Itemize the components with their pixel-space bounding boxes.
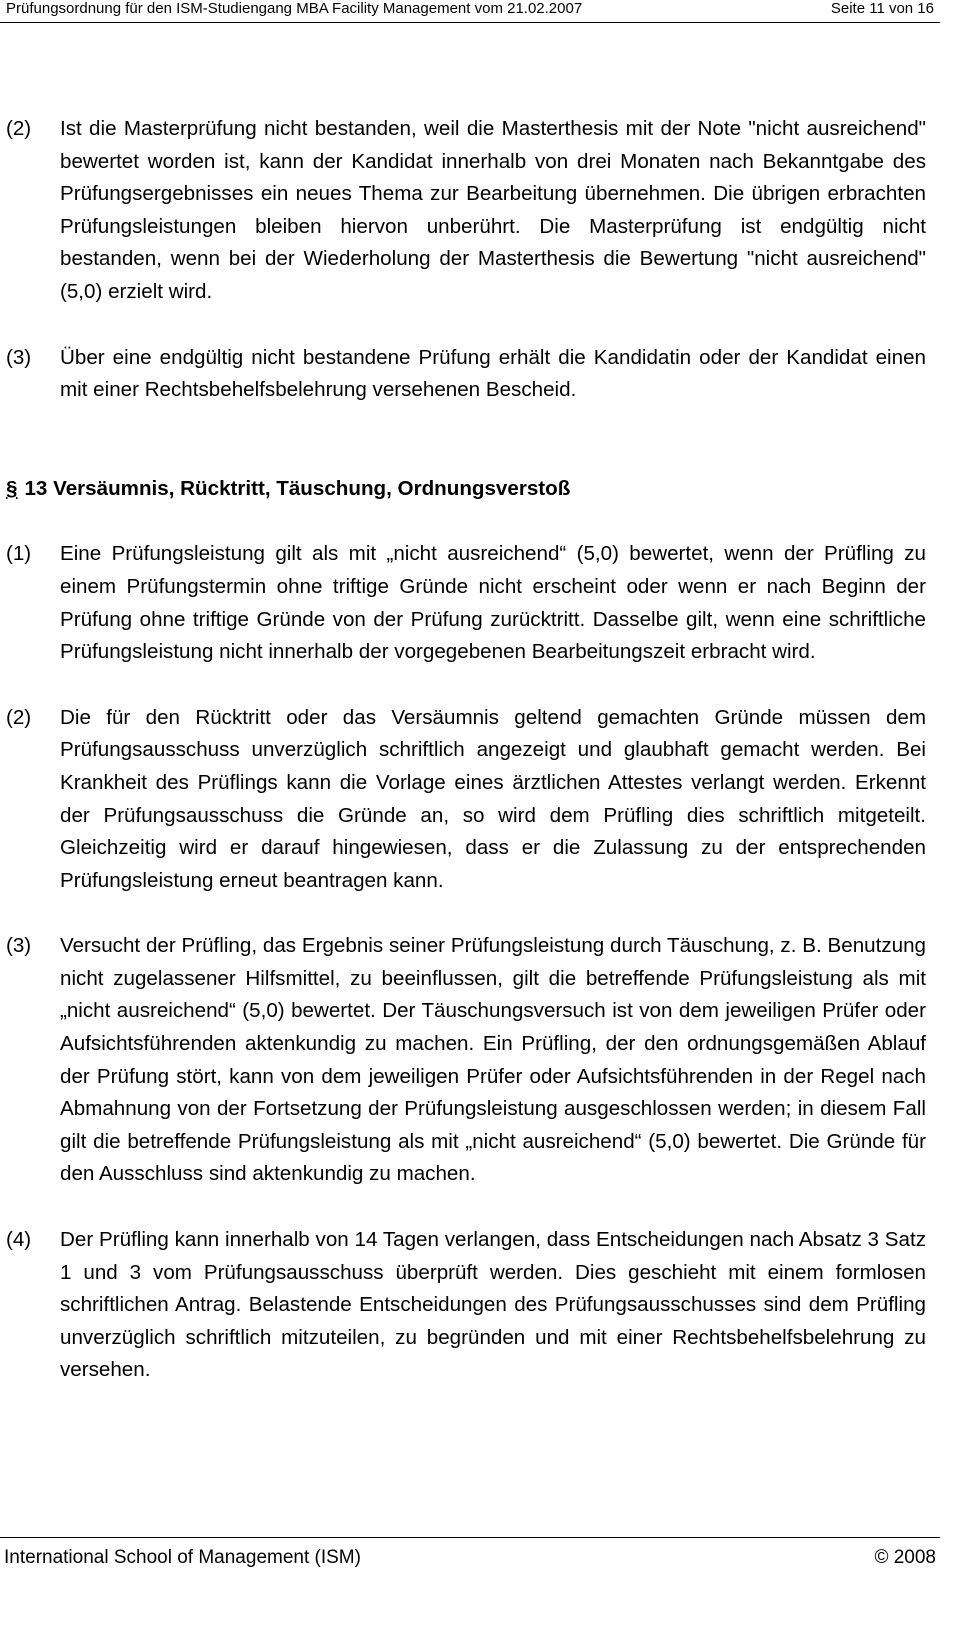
page-header <box>0 0 940 23</box>
paragraph-number: (1) <box>6 542 32 566</box>
paragraph-number: (2) <box>6 705 32 729</box>
paragraph-text: Über eine endgültig nicht bestandene Prüfung erhält die Kandidatin oder der Kandidat einen mit einer Rechtsbehelfsbelehrung versehenen Bescheid. <box>60 345 926 402</box>
section-title: 13 Versäumnis, Rücktritt, Täuschung, Ordnungsverstoß <box>24 476 571 500</box>
section-heading <box>6 473 926 506</box>
section-paragraph-3 <box>6 930 926 1191</box>
footer-copyright: © 2008 <box>874 1547 936 1568</box>
paragraph-text: Versucht der Prüfling, das Ergebnis seiner Prüfungsleistung durch Täuschung, z. B. Benutzung nicht zugelassener Hilfsmittel, zu beeinflussen, gilt die betreffende Prüfungsleistung als mit „nicht ausreichend“ (5,0) bewertet. Der Täuschungsversuch ist von dem jeweiligen Prüfer oder Aufsichtsführenden aktenkundig zu machen. Ein Prüfling, der den ordnungsgemäßen Ablauf der Prüfung stört, kann von dem jeweiligen Prüfer oder Aufsichtsführenden in der Regel nach Abmahnung von der Fortsetzung der Prüfungsleistung ausgeschlossen werden; in diesem Fall gilt die betreffende Prüfungsleistung als mit „nicht ausreichend“ (5,0) bewertet. Die Gründe für den Ausschluss sind aktenkundig zu machen. <box>60 934 926 1186</box>
section-paragraph-4 <box>6 1224 926 1387</box>
page-number: Seite 11 von 16 <box>830 0 934 17</box>
footer-institution: International School of Management (ISM) <box>4 1547 361 1568</box>
section-sign: § <box>6 476 18 500</box>
paragraph-text: Eine Prüfungsleistung gilt als mit „nicht ausreichend“ (5,0) bewertet, wenn der Prüfling zu einem Prüfungstermin ohne triftige Gründe nicht erscheint oder wenn er nach Beginn der Prüfung ohne triftige Gründe von der Prüfung zurücktritt. Dasselbe gilt, wenn eine schriftliche Prüfungsleistung nicht innerhalb der vorgegebenen Bearbeitungszeit erbracht wird. <box>60 542 926 664</box>
paragraph-2 <box>6 113 926 309</box>
paragraph-number: (2) <box>6 117 32 140</box>
paragraph-number: (3) <box>6 934 32 958</box>
page-footer <box>0 1537 940 1568</box>
paragraph-text: Ist die Masterprüfung nicht bestanden, weil die Masterthesis mit der Note "nicht ausreichend" bewertet worden ist, kann der Kandidat innerhalb von drei Monaten nach Bekanntgabe des Prüfungsergebnisses ein neues Thema zur Bearbeitung übernehmen. Die übrigen erbrachten Prüfungsleistungen bleiben hiervon unberührt. Die Masterprüfung ist endgültig nicht bestanden, wenn bei der Wiederholung der Masterthesis die Bewertung "nicht ausreichend" (5,0) erzielt wird. <box>60 117 926 303</box>
paragraph-text: Der Prüfling kann innerhalb von 14 Tagen verlangen, dass Entscheidungen nach Absatz 3 Satz 1 und 3 vom Prüfungsausschuss überprüft werden. Dies geschieht mit einem formlosen schriftlichen Antrag. Belastende Entscheidungen des Prüfungsausschusses sind dem Prüfling unverzüglich schriftlich mitzuteilen, zu begründen und mit einer Rechtsbehelfsbelehrung zu versehen. <box>60 1228 926 1382</box>
paragraph-3 <box>6 342 926 407</box>
paragraph-number: (3) <box>6 345 32 369</box>
paragraph-number: (4) <box>6 1228 32 1252</box>
document-body <box>6 113 926 1387</box>
paragraph-text: Die für den Rücktritt oder das Versäumnis geltend gemachten Gründe müssen dem Prüfungsausschuss unverzüglich schriftlich angezeigt und glaubhaft gemacht werden. Bei Krankheit des Prüflings kann die Vorlage eines ärztlichen Attestes verlangt werden. Erkennt der Prüfungsausschuss die Gründe an, so wird dem Prüfling dies schriftlich mitgeteilt. Gleichzeitig wird er darauf hingewiesen, dass er die Zulassung zu der entsprechenden Prüfungsleistung erneut beantragen kann. <box>60 705 926 892</box>
document-title: Prüfungsordnung für den ISM-Studiengang MBA Facility Management vom 21.02.2007 <box>6 0 583 17</box>
section-paragraph-1 <box>6 538 926 668</box>
section-paragraph-2 <box>6 702 926 898</box>
